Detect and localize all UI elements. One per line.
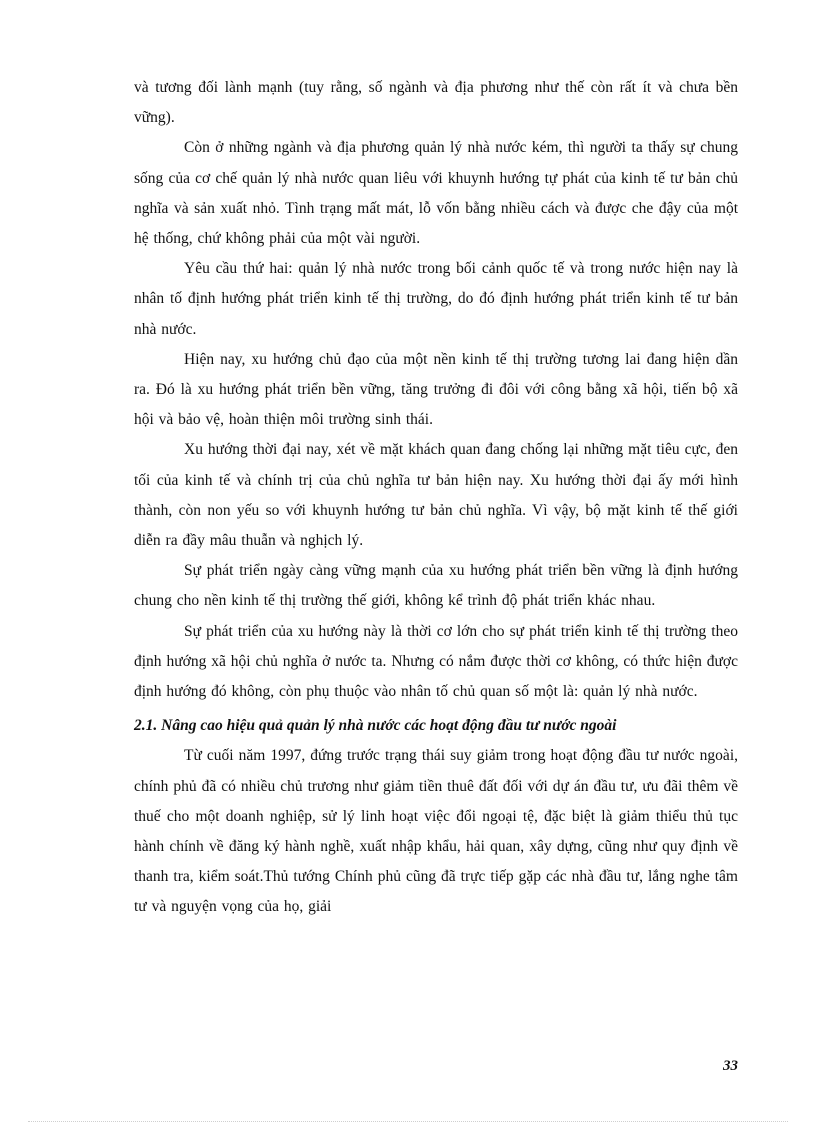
paragraph: Sự phát triển của xu hướng này là thời cơ lớn cho sự phát triển kinh tế thị trường theo định hướng xã hội chủ nghĩa ở nước ta. Nhưng có nắm được thời cơ không, có thức hiện được định hướng đó không, còn phụ thuộc vào nhân tố chủ quan số một là: quản lý nhà nước.: [134, 622, 738, 701]
paragraph: Hiện nay, xu hướng chủ đạo của một nền kinh tế thị trường tương lai đang hiện dần ra. Đó là xu hướng phát triển bền vững, tăng trưởng đi đôi với công bằng xã hội, tiến bộ xã hội và bảo vệ, hoàn thiện môi trường sinh thái.: [134, 350, 738, 429]
paragraph: Từ cuối năm 1997, đứng trước trạng thái suy giảm trong hoạt động đầu tư nước ngoài, chính phủ đã có nhiều chủ trương như giảm tiền thuê đất đối với dự án đầu tư, ưu đãi thêm về thuế cho một doanh nghiệp, sử lý linh hoạt việc đổi ngoại tệ, đặc biệt là giảm thiểu thủ tục hành chính về đăng ký hành nghề, xuất nhập khẩu, hải quan, xây dựng, cũng như quy định về thanh tra, kiểm soát.Thủ tướng Chính phủ cũng đã trực tiếp gặp các nhà đầu tư, lắng nghe tâm tư và nguyện vọng của họ, giải: [134, 747, 738, 916]
page-bottom-divider: [28, 1121, 788, 1122]
paragraph: Còn ở những ngành và địa phương quản lý nhà nước kém, thì người ta thấy sự chung sống của cơ chế quản lý nhà nước quan liêu với khuynh hướng tự phát của kinh tế tư bản chủ nghĩa và sản xuất nhỏ. Tình trạng mất mát, lỗ vốn bằng nhiều cách và được che đậy của một hệ thống, chứ không phải của một vài người.: [134, 139, 738, 248]
paragraph: Xu hướng thời đại nay, xét về mặt khách quan đang chống lại những mặt tiêu cực, đen tối của kinh tế và chính trị của chủ nghĩa tư bản hiện nay. Xu hướng thời đại ấy mới hình thành, còn non yếu so với khuynh hướng tư bản chủ nghĩa. Vì vậy, bộ mặt kinh tế thế giới diễn ra đầy mâu thuẫn và nghịch lý.: [134, 441, 738, 550]
document-page: [134, 73, 738, 923]
paragraph: Yêu cầu thứ hai: quản lý nhà nước trong bối cảnh quốc tế và trong nước hiện nay là nhân tố định hướng phát triển kinh tế thị trường, do đó định hướng phát triển kinh tế tư bản nhà nước.: [134, 260, 738, 338]
paragraph-continuation: và tương đối lành mạnh (tuy rằng, số ngành và địa phương như thế còn rất ít và chưa bền vững).: [134, 79, 738, 127]
paragraph: Sự phát triển ngày càng vững mạnh của xu hướng phát triển bền vững là định hướng chung cho nền kinh tế thị trường thế giới, không kể trình độ phát triển khác nhau.: [134, 562, 738, 610]
page-number: 33: [723, 1058, 738, 1074]
section-heading: 2.1. Nâng cao hiệu quả quản lý nhà nước các hoạt động đầu tư nước ngoài: [134, 717, 617, 735]
